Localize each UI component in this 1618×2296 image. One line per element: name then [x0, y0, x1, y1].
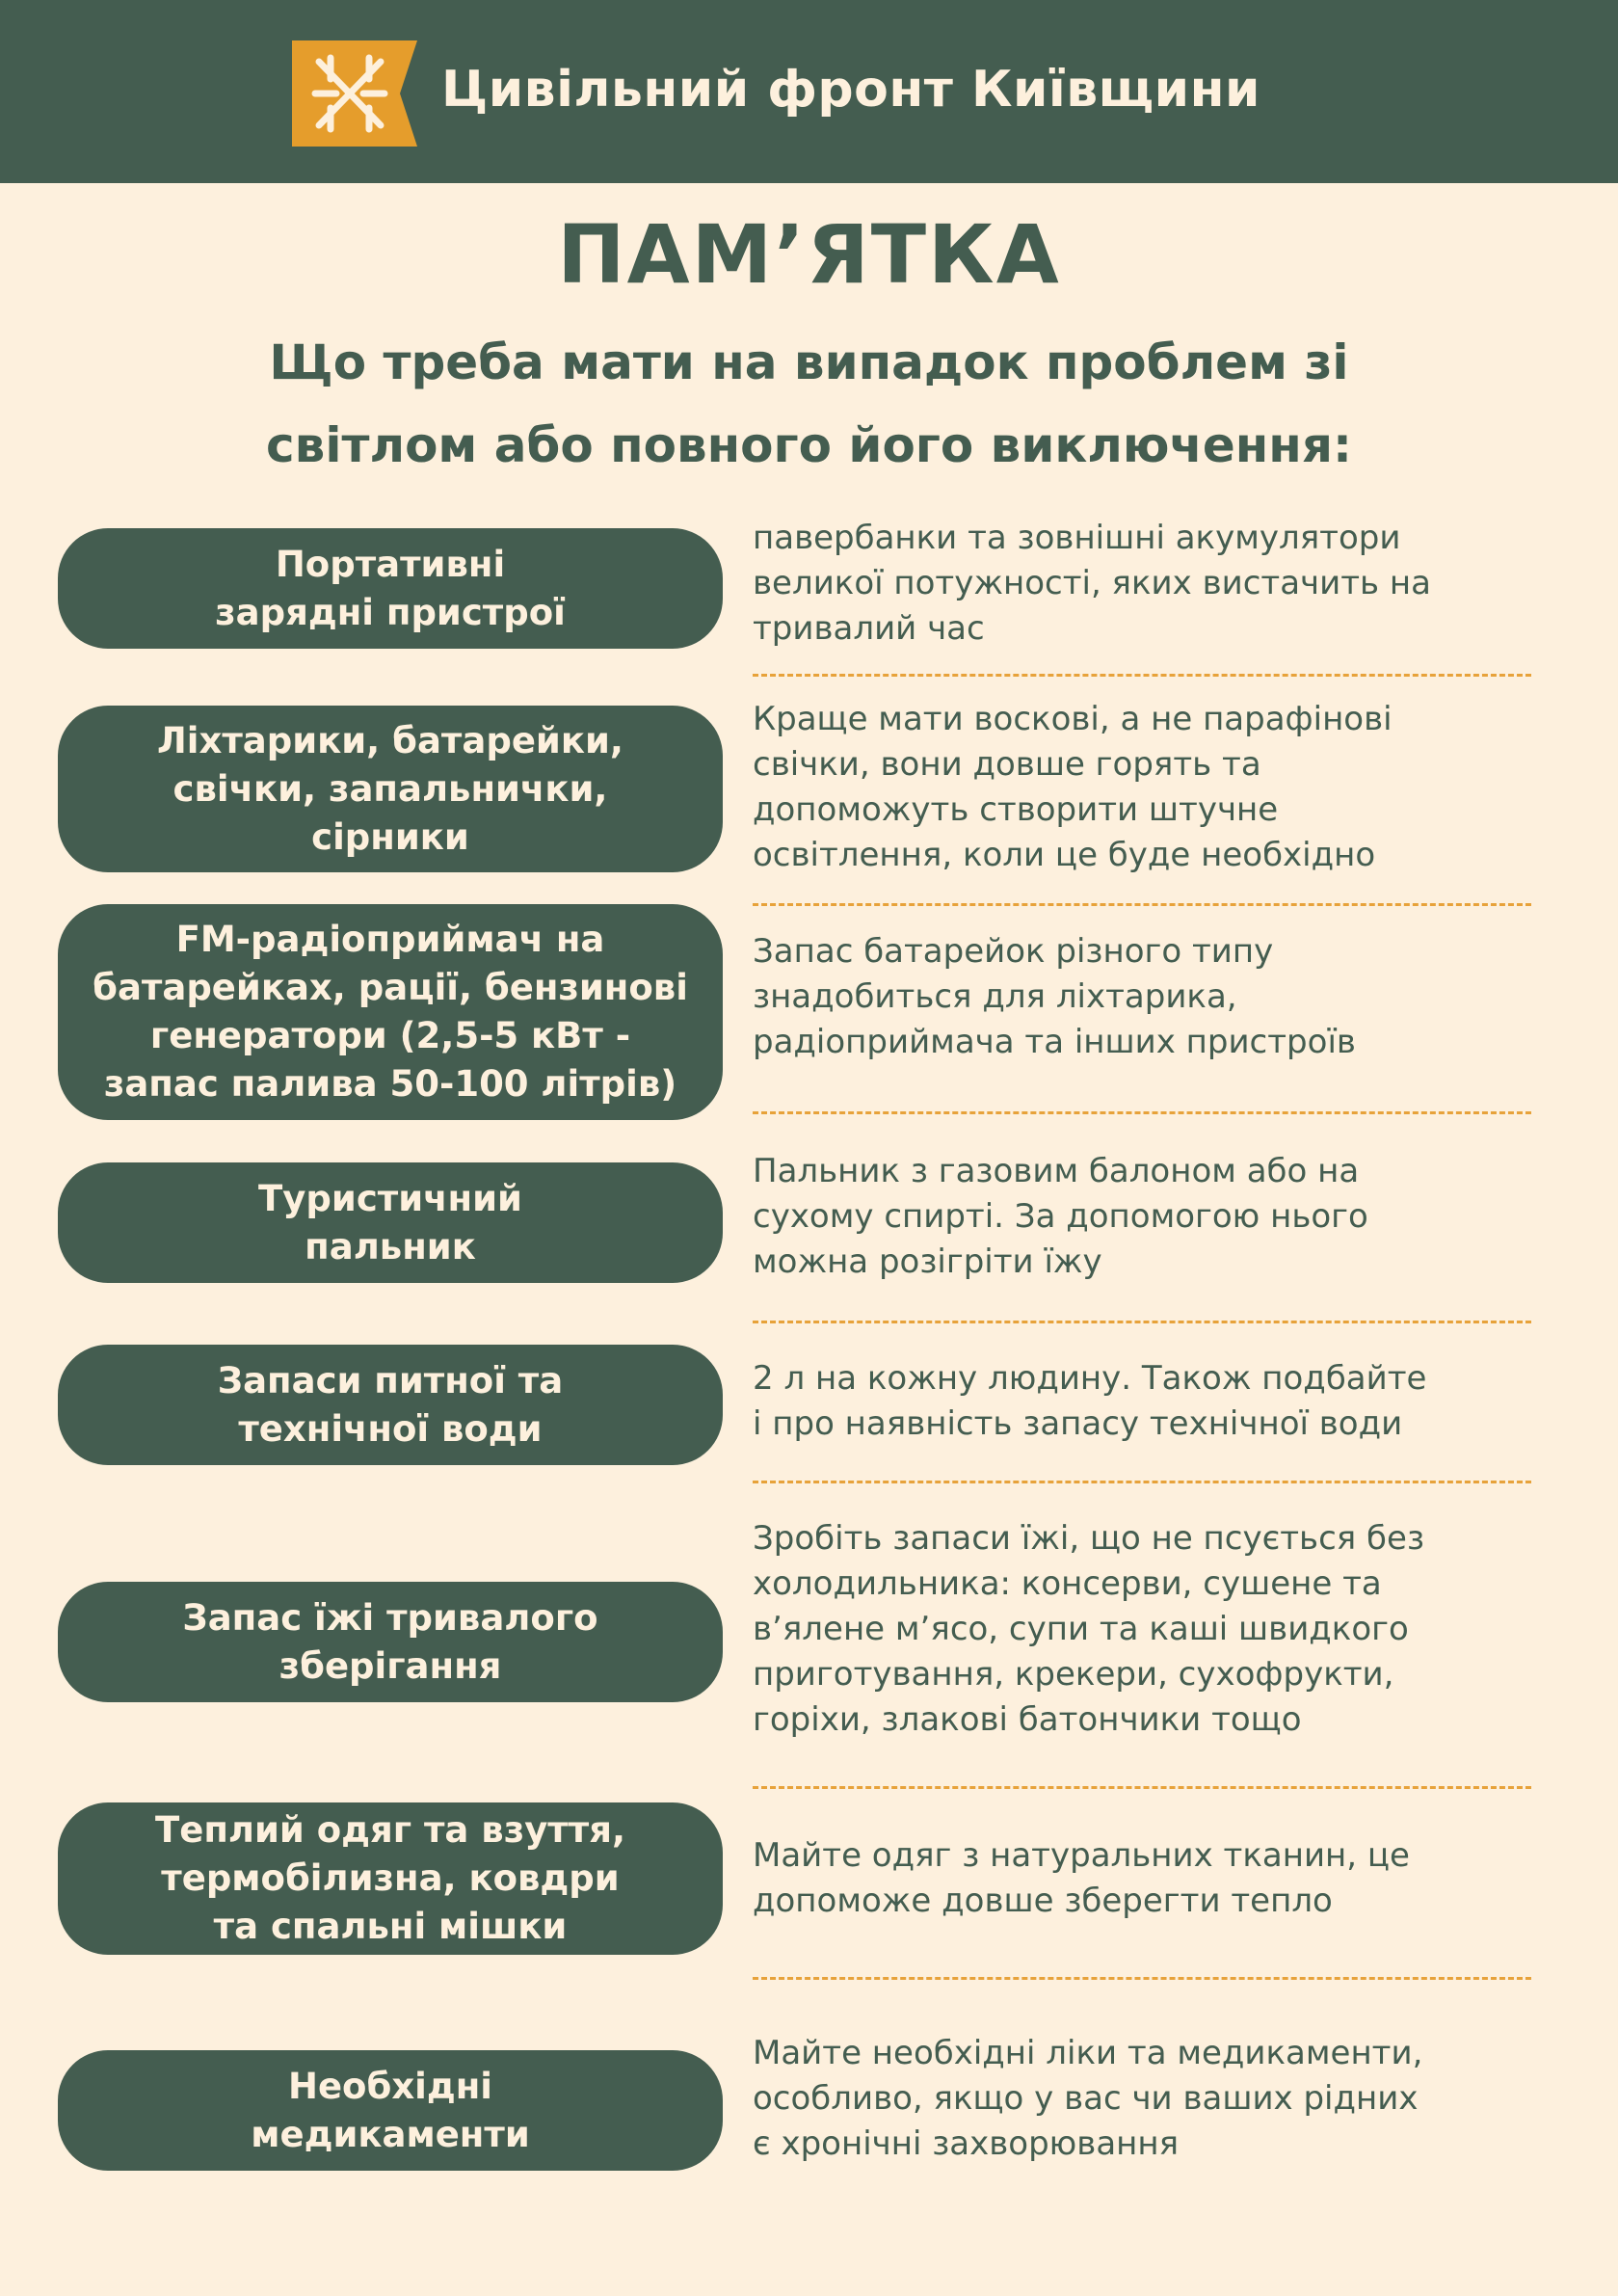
item-label-water-supply: [58, 1345, 723, 1465]
item-label-portable-chargers: [58, 528, 723, 649]
item-label-medicines: [58, 2050, 723, 2171]
item-label-text: Запас їжі тривалого зберігання: [182, 1596, 598, 1687]
item-label-flashlights: [58, 706, 723, 872]
page-title: ПАМ’ЯТКА: [557, 207, 1061, 302]
item-description-warm-clothing: Майте одяг з натуральних тканин, це допоможе довше зберегти тепло: [753, 1836, 1410, 1920]
item-label-text: Туристичний пальник: [258, 1177, 522, 1268]
item-description-portable-chargers: павербанки та зовнішні акумулятори великої потужності, яких вистачить на тривалий час: [753, 519, 1431, 648]
header-bar: [0, 0, 1618, 183]
dashed-divider: [753, 1977, 1531, 1980]
subtitle-line-1: Що треба мати на випадок проблем зі: [269, 334, 1349, 390]
item-label-text: FM-радіоприймач на батарейках, рації, бензинові генератори (2,5-5 кВт - запас палива 50-100 літрів): [93, 919, 688, 1105]
item-description-radio-generators: Запас батарейок різного типу знадобиться для ліхтарика, радіоприймача та інших пристроїв: [753, 932, 1356, 1061]
dashed-divider: [753, 1481, 1531, 1483]
subtitle-line-2: світлом або повного його виключення:: [266, 417, 1352, 473]
item-label-camping-burner: [58, 1162, 723, 1283]
civil-front-logo-icon: [292, 40, 417, 147]
dashed-divider: [753, 1321, 1531, 1323]
item-description-camping-burner: Пальник з газовим балоном або на сухому спирті. За допомогою нього можна розігріти їжу: [753, 1152, 1368, 1281]
item-description-food-supply: Зробіть запаси їжі, що не псується без холодильника: консерви, сушене та в’ялене м’ясо, супи та каші швидкого приготування, крекери, сухофрукти, горіхи, злакові батончики тощо: [753, 1519, 1425, 1739]
item-label-text: Ліхтарики, батарейки, свічки, запальнички, сірники: [157, 719, 623, 858]
item-label-text: Теплий одяг та взуття, термобілизна, ковдри та спальні мішки: [154, 1809, 626, 1947]
item-label-radio-generators: [58, 904, 723, 1120]
item-description-water-supply: 2 л на кожну людину. Також подбайте і про наявність запасу технічної води: [753, 1359, 1427, 1443]
item-label-text: Портативні зарядні пристрої: [215, 543, 566, 633]
dashed-divider: [753, 674, 1531, 677]
item-label-text: Запаси питної та технічної води: [217, 1359, 564, 1450]
page-subtitle: [0, 321, 1618, 487]
item-description-medicines: Майте необхідні ліки та медикаменти, особливо, якщо у вас чи ваших рідних є хронічні захворювання: [753, 2034, 1423, 2163]
item-label-food-supply: [58, 1582, 723, 1702]
dashed-divider: [753, 903, 1531, 906]
item-label-warm-clothing: [58, 1802, 723, 1955]
organization-name: Цивільний фронт Київщини: [441, 61, 1260, 119]
dashed-divider: [753, 1786, 1531, 1789]
item-description-flashlights: Краще мати воскові, а не парафінові свічки, вони довше горять та допоможуть створити штучне освітлення, коли це буде необхідно: [753, 700, 1393, 874]
item-label-text: Необхідні медикаменти: [251, 2065, 530, 2155]
dashed-divider: [753, 1111, 1531, 1114]
